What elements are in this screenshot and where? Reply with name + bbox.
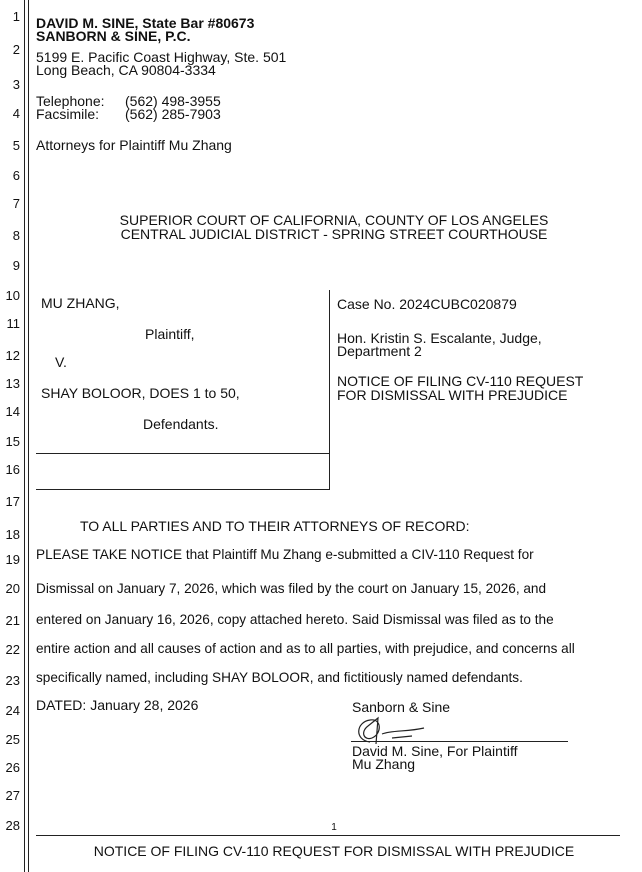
signature-rule bbox=[351, 741, 568, 742]
facsimile-label: Facsimile: bbox=[36, 106, 100, 122]
line-number: 3 bbox=[12, 77, 20, 92]
court-district: CENTRAL JUDICIAL DISTRICT - SPRING STREET COURTHOUSE bbox=[120, 226, 548, 242]
telephone-number: (562) 498-3955 bbox=[125, 93, 221, 109]
document-title-line-1: NOTICE OF FILING CV-110 REQUEST bbox=[337, 373, 584, 389]
line-number: 5 bbox=[12, 138, 20, 153]
plaintiff-name: MU ZHANG, bbox=[41, 295, 120, 311]
notice-line-2: Dismissal on January 7, 2026, which was filed by the court on January 15, 2026, and bbox=[36, 581, 547, 596]
notice-line-5: specifically named, including SHAY BOLOOR, and fictitiously named defendants. bbox=[36, 670, 523, 685]
line-number: 7 bbox=[12, 196, 20, 211]
line-number: 18 bbox=[5, 527, 20, 542]
line-number: 10 bbox=[5, 288, 20, 303]
case-number: Case No. 2024CUBC020879 bbox=[337, 296, 517, 312]
line-number: 13 bbox=[5, 376, 20, 391]
signature-firm: Sanborn & Sine bbox=[352, 699, 451, 715]
line-number: 16 bbox=[5, 462, 20, 477]
line-number: 21 bbox=[5, 613, 20, 628]
line-number: 2 bbox=[12, 42, 20, 57]
line-number: 6 bbox=[12, 168, 20, 183]
line-number: 1 bbox=[12, 9, 20, 24]
notice-line-3: entered on January 16, 2026, copy attached hereto. Said Dismissal was filed as to the bbox=[36, 612, 554, 627]
line-number: 28 bbox=[5, 818, 20, 833]
left-margin-rule bbox=[28, 0, 29, 872]
footer-rule bbox=[36, 835, 620, 836]
department: Department 2 bbox=[337, 343, 422, 359]
defendant-name: SHAY BOLOOR, DOES 1 to 50, bbox=[41, 385, 240, 401]
line-number: 26 bbox=[5, 760, 20, 775]
line-number: 22 bbox=[5, 642, 20, 657]
salutation: TO ALL PARTIES AND TO THEIR ATTORNEYS OF RECORD: bbox=[80, 518, 470, 534]
dated-line: DATED: January 28, 2026 bbox=[36, 697, 199, 713]
line-number: 14 bbox=[5, 404, 20, 419]
line-number: 4 bbox=[12, 106, 20, 121]
signer-name: David M. Sine, For Plaintiff bbox=[352, 743, 518, 759]
address-line-1: 5199 E. Pacific Coast Highway, Ste. 501 bbox=[36, 49, 287, 65]
notice-line-1: PLEASE TAKE NOTICE that Plaintiff Mu Zhang e-submitted a CIV-110 Request for bbox=[36, 547, 534, 562]
line-number: 8 bbox=[12, 228, 20, 243]
line-number: 25 bbox=[5, 732, 20, 747]
court-name: SUPERIOR COURT OF CALIFORNIA, COUNTY OF LOS ANGELES bbox=[119, 212, 549, 228]
line-number: 11 bbox=[6, 316, 20, 331]
line-number: 9 bbox=[12, 258, 20, 273]
client-name: Mu Zhang bbox=[352, 756, 416, 772]
line-number: 27 bbox=[5, 788, 20, 803]
attorney-role: Attorneys for Plaintiff Mu Zhang bbox=[36, 137, 232, 153]
left-margin-rule bbox=[24, 0, 25, 872]
attorney-name: DAVID M. SINE, State Bar #80673 bbox=[36, 15, 255, 31]
plaintiff-role: Plaintiff, bbox=[145, 326, 195, 342]
footer-title: NOTICE OF FILING CV-110 REQUEST FOR DISMISSAL WITH PREJUDICE bbox=[93, 843, 575, 859]
line-number: 15 bbox=[5, 434, 20, 449]
caption-rule bbox=[36, 453, 330, 454]
document-title-line-2: FOR DISMISSAL WITH PREJUDICE bbox=[337, 387, 568, 403]
line-number: 20 bbox=[5, 581, 20, 596]
notice-line-4: entire action and all causes of action and as to all parties, with prejudice, and concerns all bbox=[36, 641, 575, 656]
judge-name: Hon. Kristin S. Escalante, Judge, bbox=[337, 330, 542, 346]
page-number: 1 bbox=[331, 822, 337, 833]
line-number: 24 bbox=[5, 703, 20, 718]
caption-divider bbox=[329, 290, 330, 490]
line-number: 23 bbox=[5, 673, 20, 688]
address-line-2: Long Beach, CA 90804-3334 bbox=[36, 62, 216, 78]
line-number: 17 bbox=[5, 494, 20, 509]
line-number: 19 bbox=[5, 552, 20, 567]
caption-rule bbox=[36, 489, 330, 490]
versus: V. bbox=[55, 354, 67, 370]
telephone-label: Telephone: bbox=[36, 93, 105, 109]
line-number: 12 bbox=[5, 348, 20, 363]
facsimile-number: (562) 285-7903 bbox=[125, 106, 221, 122]
firm-name: SANBORN & SINE, P.C. bbox=[36, 28, 191, 44]
defendant-role: Defendants. bbox=[143, 416, 219, 432]
